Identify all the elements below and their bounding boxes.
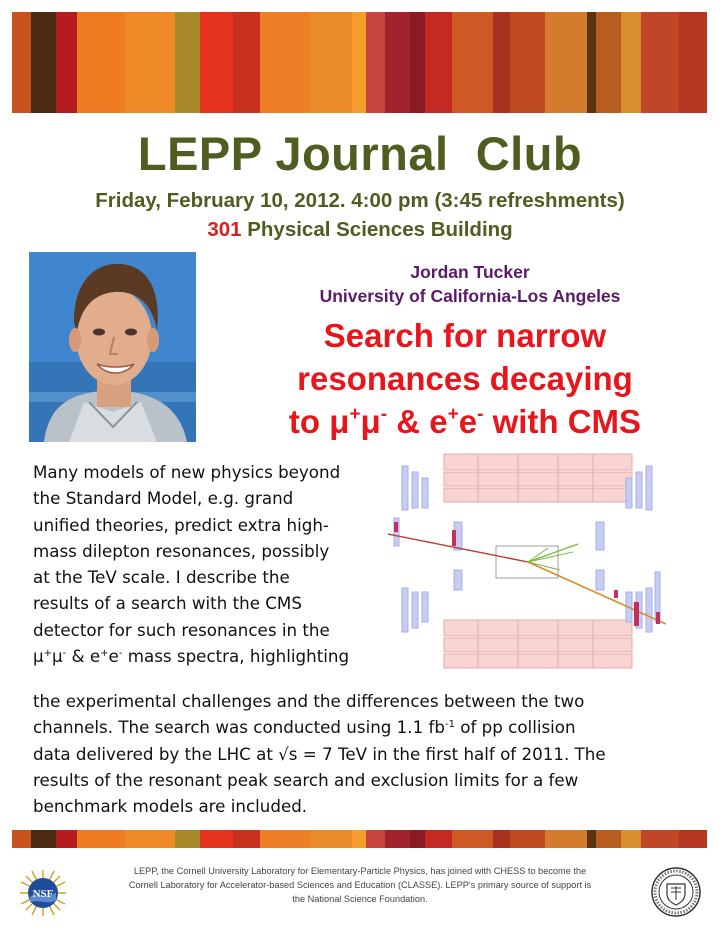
event-title: LEPP Journal Club	[137, 127, 583, 180]
stripe-band	[425, 830, 452, 848]
abstract-line: mass dilepton resonances, possibly	[33, 540, 330, 561]
stripe-band	[596, 12, 621, 113]
footer-line: the National Science Foundation.	[292, 894, 428, 904]
stripe-band	[621, 12, 640, 113]
footer-text	[90, 864, 630, 906]
abstract-full-width	[33, 688, 703, 819]
event-date: Friday, February 10, 2012. 4:00 pm (3:45 refreshments)	[95, 189, 625, 212]
nsf-logo-text: NSF	[32, 888, 54, 900]
abstract-sup: +	[43, 648, 53, 660]
stripe-band	[31, 830, 56, 848]
stripe-band	[679, 830, 707, 848]
abstract-part: μ	[33, 646, 44, 667]
abstract-part: μ	[52, 646, 63, 667]
top-color-stripes	[12, 12, 707, 113]
bottom-color-stripes	[12, 830, 707, 848]
stripe-band	[200, 830, 233, 848]
stripe-band	[352, 12, 365, 113]
abstract-line: the Standard Model, e.g. grand	[33, 488, 294, 509]
stripe-band	[385, 12, 410, 113]
abstract-line: unified theories, predict extra high-	[33, 514, 329, 535]
nsf-seal-icon	[20, 870, 66, 916]
stripe-band	[56, 830, 77, 848]
stripe-band	[641, 830, 679, 848]
event-location	[0, 217, 720, 243]
stripe-band	[596, 830, 621, 848]
footer-line: Cornell Laboratory for Accelerator-based Sciences and Education (CLASSE). LEPP's primary source of support is	[128, 880, 592, 890]
stripe-band	[410, 12, 425, 113]
abstract-sup: -1	[445, 719, 455, 731]
stripe-band	[510, 830, 545, 848]
cms-detector-diagram	[388, 452, 666, 687]
abstract-part: mass spectra, highlighting	[122, 646, 350, 667]
abstract-part: e	[108, 646, 119, 667]
talk-title-part: e	[458, 403, 478, 440]
abstract-sup: +	[100, 648, 109, 660]
stripe-band	[12, 12, 31, 113]
abstract-line: data delivered by the LHC at √s = 7 TeV in the first half of 2011. The	[33, 743, 606, 764]
room-number: 301	[207, 218, 242, 241]
talk-title-part: with CMS	[483, 403, 642, 440]
stripe-band	[679, 12, 707, 113]
stripe-band	[56, 12, 77, 113]
talk-title-part: to μ	[288, 403, 350, 440]
abstract-line: benchmark models are included.	[33, 796, 308, 817]
stripe-band	[233, 830, 260, 848]
stripe-band	[175, 830, 200, 848]
stripe-band	[125, 12, 175, 113]
stripe-band	[452, 830, 492, 848]
room-building: Physical Sciences Building	[241, 218, 513, 241]
stripe-band	[77, 830, 125, 848]
stripe-band	[77, 12, 125, 113]
stripe-band	[510, 12, 545, 113]
talk-title-sup: -	[380, 404, 388, 425]
stripe-band	[352, 830, 365, 848]
speaker-portrait	[29, 252, 196, 442]
abstract-part: channels. The search was conducted using 1.1 fb	[33, 717, 445, 738]
stripe-band	[425, 12, 452, 113]
speaker-name: Jordan Tucker	[410, 262, 530, 282]
talk-title-line2: resonances decaying	[297, 360, 633, 397]
stripe-band	[621, 830, 640, 848]
abstract-line	[33, 643, 393, 669]
stripe-band	[175, 12, 200, 113]
cms-event-display	[388, 452, 666, 687]
stripe-band	[260, 12, 310, 113]
abstract-part: & e	[66, 646, 101, 667]
talk-title	[210, 314, 720, 443]
abstract-part: of pp collision	[454, 717, 576, 738]
abstract-line: detector for such resonances in the	[33, 619, 330, 640]
stripe-band	[310, 830, 352, 848]
abstract-sup: -	[118, 648, 123, 660]
stripe-band	[125, 830, 175, 848]
stripe-band	[587, 12, 597, 113]
stripe-band	[410, 830, 425, 848]
stripe-band	[366, 12, 385, 113]
abstract-sup: -	[62, 648, 67, 660]
speaker-photo	[29, 252, 196, 442]
talk-title-line3	[210, 400, 720, 443]
footer-line: LEPP, the Cornell University Laboratory for Elementary-Particle Physics, has joined with CHESS to become the	[133, 866, 587, 876]
stripe-band	[493, 830, 510, 848]
abstract-line: at the TeV scale. I describe the	[33, 567, 290, 588]
speaker-institution: University of California-Los Angeles	[319, 286, 621, 306]
talk-title-part: μ	[360, 403, 381, 440]
stripe-band	[233, 12, 260, 113]
stripe-band	[12, 830, 31, 848]
stripe-band	[200, 12, 233, 113]
abstract-line: results of a search with the CMS	[33, 593, 302, 614]
stripe-band	[310, 12, 352, 113]
talk-title-sup: -	[477, 404, 484, 425]
abstract-line: Many models of new physics beyond	[33, 462, 341, 482]
abstract-line: results of the resonant peak search and exclusion limits for a few	[33, 769, 579, 790]
abstract-left-column	[33, 459, 393, 669]
cornell-seal-icon	[650, 866, 702, 918]
stripe-band	[493, 12, 510, 113]
nsf-logo	[20, 870, 66, 916]
stripe-band	[385, 830, 410, 848]
abstract-line: the experimental challenges and the differences between the two	[33, 691, 585, 711]
stripe-band	[366, 830, 385, 848]
talk-title-sup: +	[349, 404, 361, 425]
stripe-band	[545, 830, 587, 848]
stripe-band	[31, 12, 56, 113]
stripe-band	[587, 830, 597, 848]
talk-title-sup: +	[447, 404, 459, 425]
talk-title-part: & e	[387, 403, 448, 440]
stripe-band	[452, 12, 492, 113]
cornell-seal	[650, 866, 702, 918]
abstract-line	[33, 714, 703, 740]
stripe-band	[260, 830, 310, 848]
talk-title-line1: Search for narrow	[323, 317, 607, 354]
stripe-band	[545, 12, 587, 113]
stripe-band	[641, 12, 679, 113]
